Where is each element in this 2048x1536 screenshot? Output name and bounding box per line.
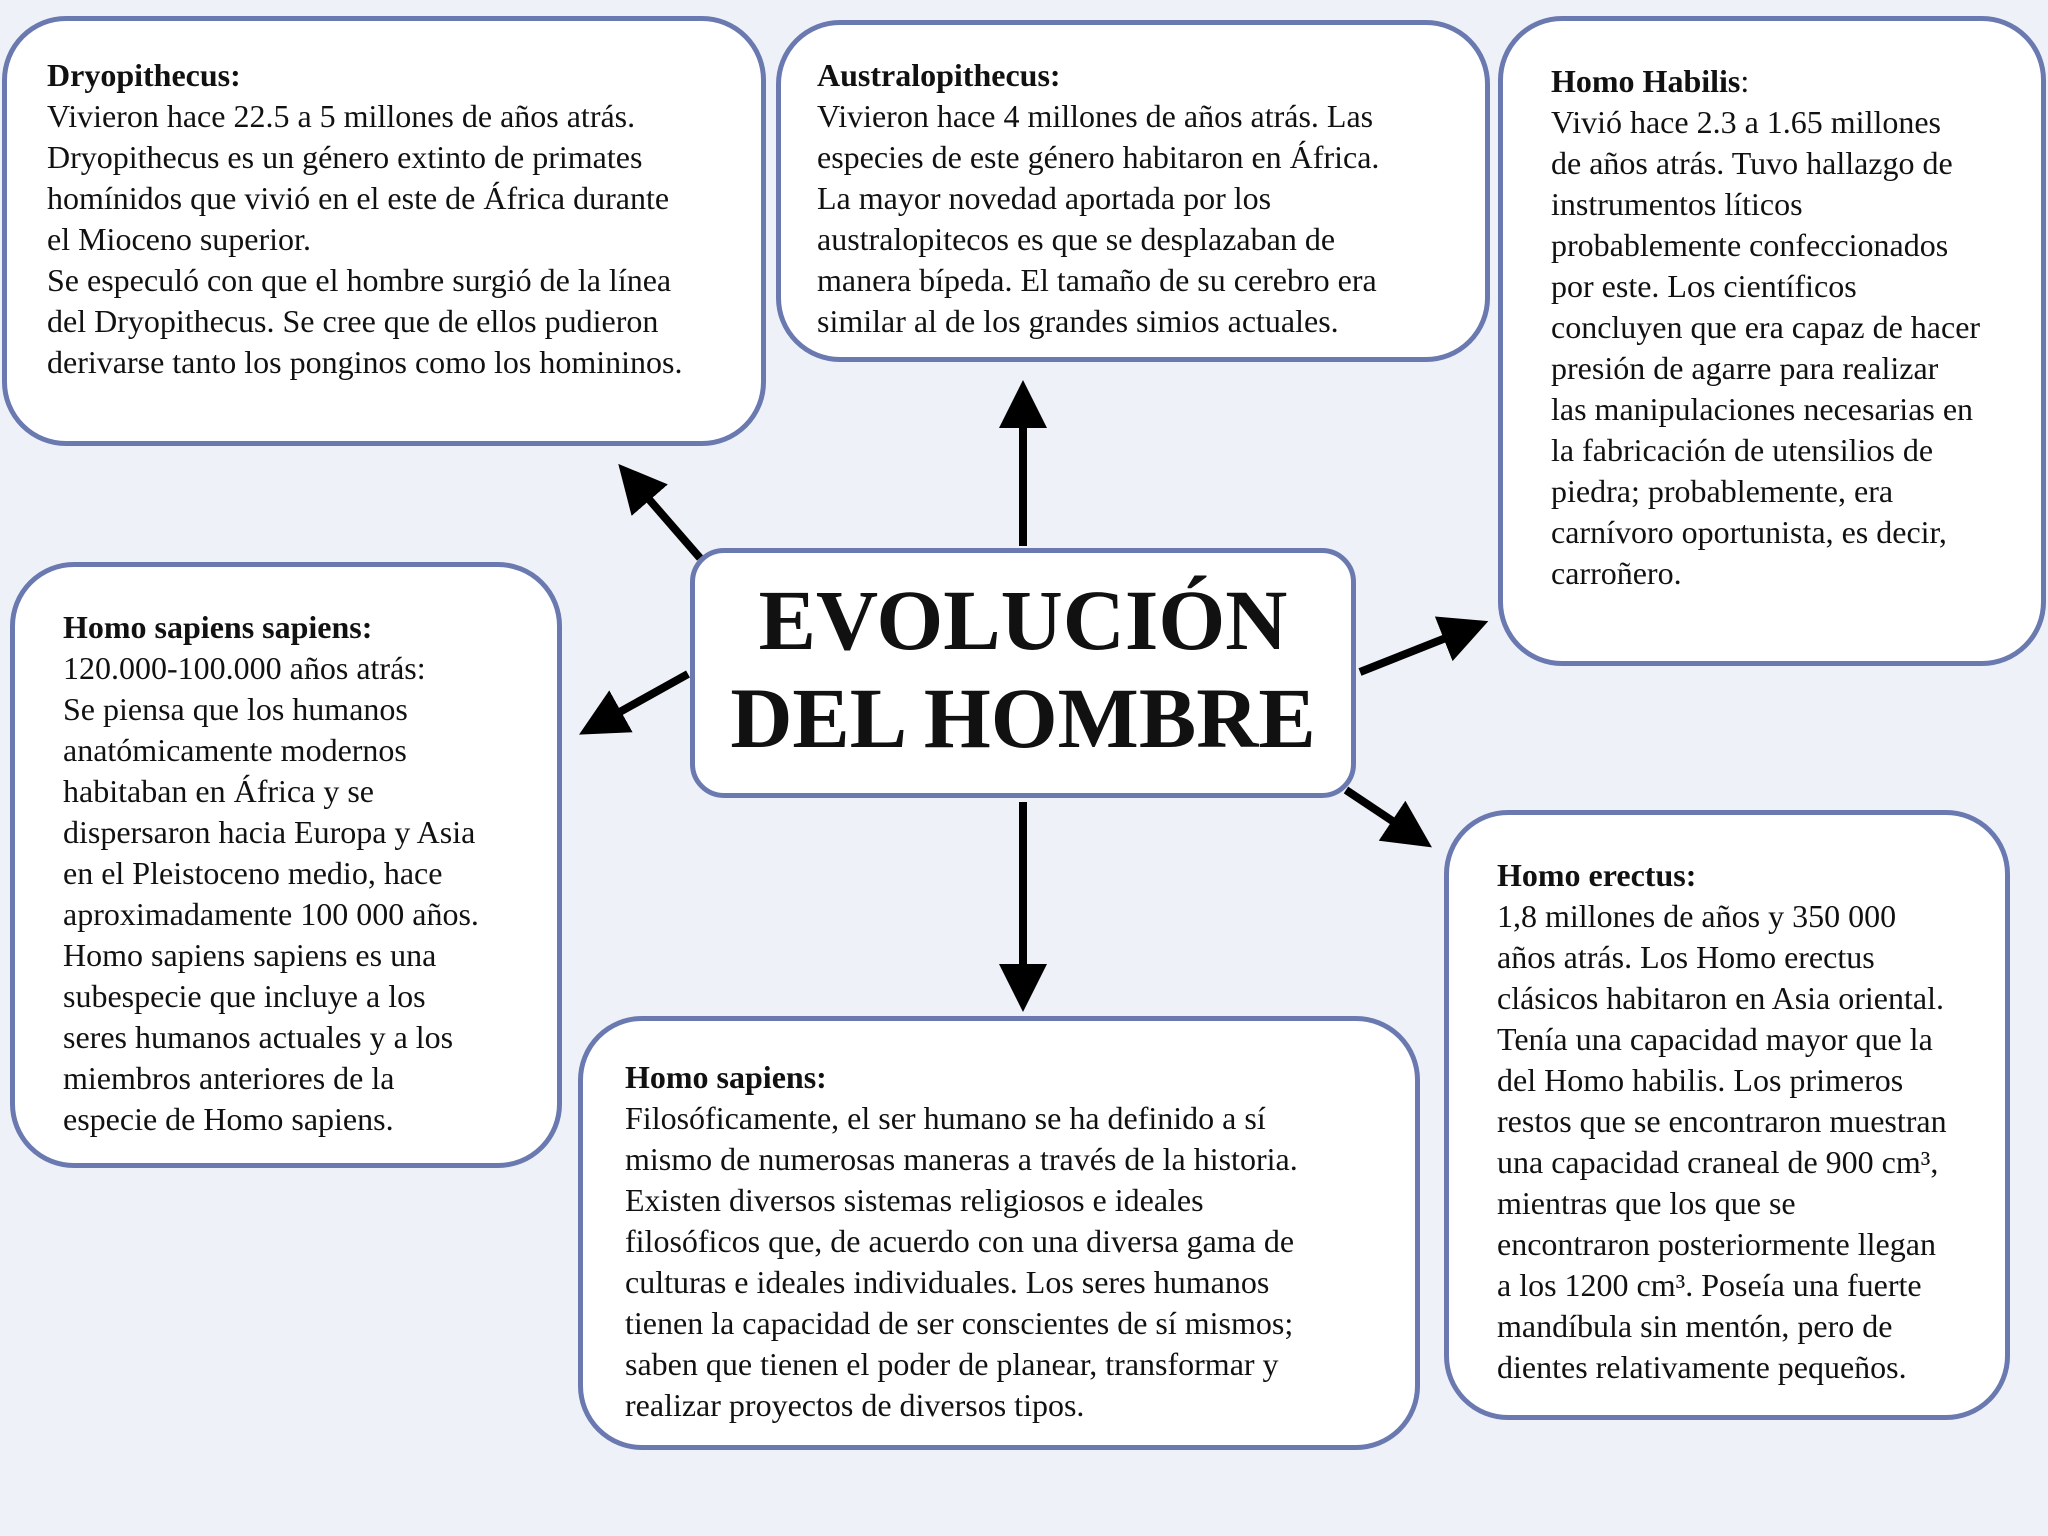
box-text-line: miembros anteriores de la (63, 1060, 395, 1096)
box-australopithecus (776, 20, 1490, 362)
box-text-line: mandíbula sin mentón, pero de (1497, 1308, 1893, 1344)
box-title: Australopithecus: (817, 57, 1061, 93)
box-text-line: las manipulaciones necesarias en (1551, 391, 1974, 427)
box-text-line: en el Pleistoceno medio, hace (63, 855, 443, 891)
box-text-line: homínidos que vivió en el este de África durante (47, 180, 670, 216)
box-text-line: concluyen que era capaz de hacer (1551, 309, 1981, 345)
box-text-line: del Homo habilis. Los primeros (1497, 1062, 1904, 1098)
box-text-line: instrumentos líticos (1551, 186, 1803, 222)
box-homo-erectus (1444, 810, 2010, 1420)
box-text-line: filosóficos que, de acuerdo con una diversa gama de (625, 1223, 1295, 1259)
box-text-line: por este. Los científicos (1551, 268, 1857, 304)
arrow-to-sapiens-sapiens (600, 674, 688, 723)
box-text-line: dispersaron hacia Europa y Asia (63, 814, 476, 850)
box-text-line: piedra; probablemente, era (1551, 473, 1894, 509)
box-text-line: Vivió hace 2.3 a 1.65 millones (1551, 104, 1941, 140)
box-text-line: anatómicamente modernos (63, 732, 407, 768)
box-text-line: encontraron posteriormente llegan (1497, 1226, 1936, 1262)
box-text-line: mientras que los que se (1497, 1185, 1796, 1221)
box-dryopithecus (2, 16, 766, 446)
central-topic (690, 548, 1356, 798)
box-text-line: probablemente confeccionados (1551, 227, 1949, 263)
arrow-to-habilis (1360, 630, 1466, 672)
box-text-line: presión de agarre para realizar (1551, 350, 1939, 386)
box-text-line: culturas e ideales individuales. Los seres humanos (625, 1264, 1270, 1300)
box-text-line: Tenía una capacidad mayor que la (1497, 1021, 1933, 1057)
box-text-line: restos que se encontraron muestran (1497, 1103, 1947, 1139)
box-homo-habilis (1498, 16, 2046, 666)
box-text-line: Se especuló con que el hombre surgió de la línea (47, 262, 672, 298)
central-title-line-2: DEL HOMBRE (730, 670, 1316, 766)
box-title: Homo Habilis (1551, 63, 1741, 99)
box-text-line: saben que tienen el poder de planear, transformar y (625, 1346, 1279, 1382)
box-text-line: Dryopithecus es un género extinto de primates (47, 139, 643, 175)
box-text-line: especies de este género habitaron en África. (817, 139, 1380, 175)
box-text-line: realizar proyectos de diversos tipos. (625, 1387, 1085, 1423)
box-text-line: Filosóficamente, el ser humano se ha definido a sí (625, 1100, 1266, 1136)
box-text-line: tienen la capacidad de ser conscientes de sí mismos; (625, 1305, 1294, 1341)
box-text-line: clásicos habitaron en Asia oriental. (1497, 980, 1944, 1016)
box-text-line: Vivieron hace 4 millones de años atrás. Las (817, 98, 1374, 134)
box-text-line: similar al de los grandes simios actuales. (817, 303, 1339, 339)
box-homo-sapiens-sapiens (10, 562, 562, 1168)
box-text-line: Existen diversos sistemas religiosos e ideales (625, 1182, 1204, 1218)
box-text-line: derivarse tanto los ponginos como los homininos. (47, 344, 683, 380)
central-title-line-1: EVOLUCIÓN (758, 572, 1288, 668)
box-text-line: Se piensa que los humanos (63, 691, 408, 727)
box-text-line: dientes relativamente pequeños. (1497, 1349, 1907, 1385)
box-title-colon: : (1740, 63, 1750, 99)
box-text-line: australopitecos es que se desplazaban de (817, 221, 1336, 257)
box-text-line: Homo sapiens sapiens es una (63, 937, 437, 973)
arrow-to-erectus (1346, 790, 1412, 834)
box-text-line: mismo de numerosas maneras a través de la historia. (625, 1141, 1298, 1177)
box-homo-sapiens (578, 1016, 1420, 1450)
box-text-line: años atrás. Los Homo erectus (1497, 939, 1875, 975)
box-text-line: de años atrás. Tuvo hallazgo de (1551, 145, 1953, 181)
box-text-line: una capacidad craneal de 900 cm³, (1497, 1144, 1939, 1180)
box-text-line: carroñero. (1551, 555, 1682, 591)
box-text-line: el Mioceno superior. (47, 221, 311, 257)
box-text-line: seres humanos actuales y a los (63, 1019, 454, 1055)
box-text-line: especie de Homo sapiens. (63, 1101, 394, 1137)
box-text-line: subespecie que incluye a los (63, 978, 426, 1014)
box-title: Homo sapiens: (625, 1059, 827, 1095)
box-text-line: 1,8 millones de años y 350 000 (1497, 898, 1897, 934)
box-text-line: aproximadamente 100 000 años. (63, 896, 479, 932)
box-text-line: a los 1200 cm³. Poseía una fuerte (1497, 1267, 1922, 1303)
box-text-line: habitaban en África y se (63, 773, 374, 809)
box-title: Homo sapiens sapiens: (63, 609, 373, 645)
box-text-line: del Dryopithecus. Se cree que de ellos pudieron (47, 303, 659, 339)
box-title: Homo erectus: (1497, 857, 1697, 893)
box-text-line: manera bípeda. El tamaño de su cerebro era (817, 262, 1377, 298)
box-text-line: Vivieron hace 22.5 a 5 millones de años atrás. (47, 98, 636, 134)
arrow-to-dryopithecus (634, 482, 700, 558)
box-text-line: carnívoro oportunista, es decir, (1551, 514, 1947, 550)
box-text-line: 120.000-100.000 años atrás: (63, 650, 426, 686)
box-text-line: la fabricación de utensilios de (1551, 432, 1934, 468)
box-text-line: La mayor novedad aportada por los (817, 180, 1272, 216)
box-title: Dryopithecus: (47, 57, 241, 93)
